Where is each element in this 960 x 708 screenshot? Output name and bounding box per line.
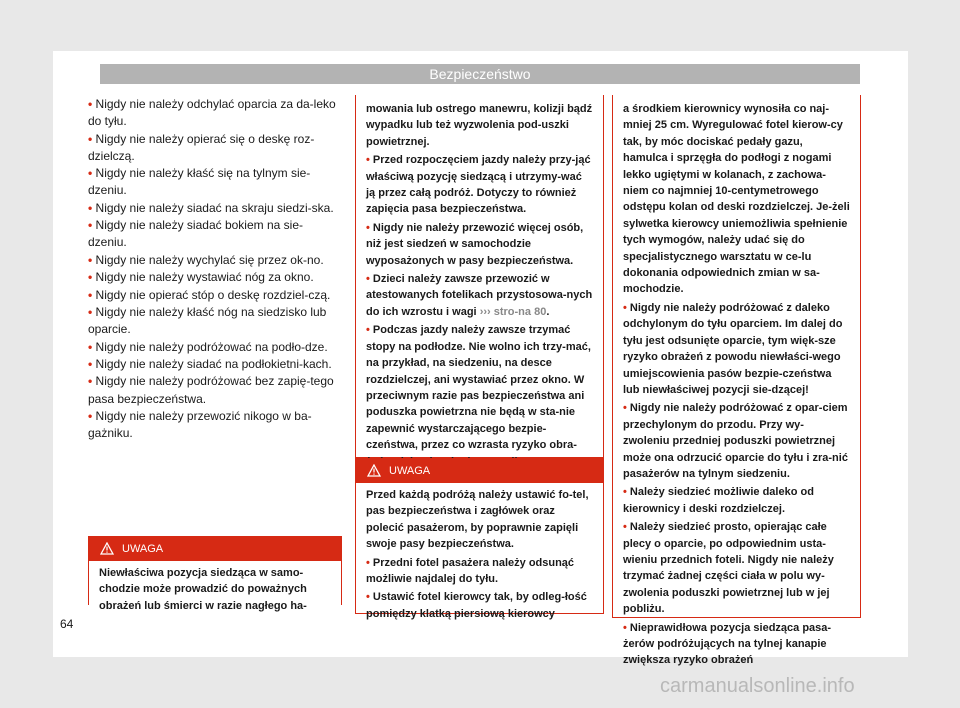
bullet-icon: • bbox=[88, 270, 93, 285]
warning-header bbox=[89, 537, 341, 561]
warning-body bbox=[356, 95, 603, 478]
warning-label: UWAGA bbox=[389, 465, 431, 477]
list-item: • Nigdy nie należy wystawiać nóg za okno. bbox=[88, 270, 314, 285]
bullet-icon: • bbox=[366, 273, 370, 286]
page-number: 64 bbox=[60, 617, 74, 631]
list-item: • Nigdy nie należy podróżować bez zapię-tego pasa bezpieczeństwa. bbox=[88, 374, 334, 406]
bullet-icon: • bbox=[366, 324, 370, 337]
list-item: • Nigdy nie należy opierać się o deskę roz-dzielczą. bbox=[88, 131, 315, 163]
list-item: • Nigdy nie należy podróżować z daleko odchylonym do tyłu oparciem. Im dalej do tyłu jest odsunięte oparcie, tym więk-sze ryzyko obrażeń z powodu niewłaści-wego umiejscowienia pasów bezpie-czeństwa lub niewłaściwej pozycji sie-dzącej! bbox=[623, 301, 843, 396]
bullet-icon: • bbox=[88, 408, 93, 423]
warning-text: Niewłaściwa pozycja siedząca w samo-chodzie może prowadzić do poważnych obrażeń lub śmierci w razie nagłego ha- bbox=[99, 567, 307, 612]
list-item: • Nieprawidłowa pozycja siedząca pasa-żerów podróżujących na tylnej kanapie zwiększa ryzyko obrażeń bbox=[623, 621, 832, 667]
warning-triangle-icon bbox=[367, 464, 381, 477]
bullet-icon: • bbox=[623, 621, 627, 634]
bullet-icon: • bbox=[88, 304, 93, 319]
warning-continuation-box bbox=[355, 95, 604, 458]
list-item: • Nigdy nie należy siadać bokiem na sie-dzeniu. bbox=[88, 218, 303, 250]
warning-text: Przed każdą podróżą należy ustawić fo-tel, pas bezpieczeństwa i zagłówek oraz polecić pasażerom, by poprawnie zapięli swoje pasy bezpieczeństwa. bbox=[366, 489, 589, 551]
warning-continuation-box bbox=[612, 95, 861, 667]
list-item: • Dzieci należy zawsze przewozić w atestowanych fotelikach przystosowa-nych do ich wzrostu i wagi ››› stro-na 80. bbox=[366, 273, 593, 318]
warning-header bbox=[356, 459, 603, 483]
list-item: • Nigdy nie należy siadać na podłokietni-kach. bbox=[88, 356, 332, 371]
bullet-icon: • bbox=[366, 221, 370, 234]
bullet-icon: • bbox=[623, 301, 627, 314]
list-item: • Nigdy nie należy kłaść się na tylnym sie-dzeniu. bbox=[88, 166, 311, 198]
list-item: • Nigdy nie należy przewozić nikogo w ba-gażniku. bbox=[88, 408, 312, 441]
bullet-icon: • bbox=[88, 131, 93, 146]
warning-triangle-icon bbox=[100, 542, 114, 555]
list-item: • Nigdy nie należy siadać na skraju siedzi-ska. bbox=[88, 200, 334, 215]
warning-box bbox=[88, 536, 342, 612]
warning-text: mowania lub ostrego manewru, kolizji bądź wypadku lub też wyzwolenia pod-uszki powietrznej. bbox=[366, 103, 593, 148]
list-item: • Nigdy nie należy odchylać oparcia za da-leko do tyłu. bbox=[88, 97, 336, 129]
bullet-icon: • bbox=[88, 339, 93, 354]
list-item: • Przedni fotel pasażera należy odsunąć możliwie najdalej do tyłu. bbox=[366, 556, 575, 586]
column-left bbox=[88, 96, 340, 443]
bullet-icon: • bbox=[88, 166, 93, 181]
bullet-icon: • bbox=[366, 556, 370, 569]
watermark: carmanualsonline.info bbox=[660, 675, 855, 697]
section-header: Bezpieczeństwo bbox=[100, 64, 860, 84]
page-reference-link[interactable]: ››› stro-na 80 bbox=[479, 305, 547, 318]
warning-box bbox=[355, 458, 604, 620]
bullet-icon: • bbox=[88, 97, 93, 111]
warning-body bbox=[613, 95, 860, 677]
list-item: • Podczas jazdy należy zawsze trzymać stopy na podłodze. Nie wolno ich trzy-mać, na przykład, na siedzeniu, na desce rozdzielczej, ani wystawiać przez okno. W przeciwnym razie pas bezpieczeństwa ani poduszka powietrzna nie będą w sta-nie zapewnić wystarczającego bezpie-czeństwa, przez co wzrasta ryzyko obra- bbox=[366, 324, 591, 452]
list-item: • Należy siedzieć możliwie daleko od kierownicy i deski rozdzielczej. bbox=[623, 486, 814, 515]
list-item: • Nigdy nie opierać stóp o deskę rozdziel-czą. bbox=[88, 287, 331, 302]
warning-body bbox=[356, 483, 603, 630]
list-item: • Nigdy nie należy przewozić więcej osób, niż jest siedzeń w samochodzie wyposażonych w pasy bezpieczeństwa. bbox=[366, 221, 584, 267]
list-item: • Nigdy nie należy podróżować na podło-dze. bbox=[88, 339, 328, 354]
warning-text: a środkiem kierownicy wynosiła co naj-mniej 25 cm. Wyregulować fotel kierow-cy tak, by móc dociskać pedały gazu, hamulca i sprzęgła do podłogi z nogami lekko ugiętymi w kolanach, z zachowa-niem co najmniej 10-centymetrowego odstępu kolan od deski rozdzielczej. Je-żeli sylwetka kierowcy uniemożliwia spełnienie tych wymogów, należy udać się do specjalistycznego warsztatu w ce-lu dokonania odpowiednich zmian w sa-mochodzie. bbox=[623, 103, 850, 296]
list-item: • Przed rozpoczęciem jazdy należy przy-jąć właściwą pozycję siedzącą i utrzymy-wać ją przez całą podróż. Dotyczy to również zapięcia pasa bezpieczeństwa. bbox=[366, 154, 591, 216]
warning-body bbox=[89, 561, 341, 622]
bullet-icon: • bbox=[88, 200, 93, 215]
list-item: • Należy siedzieć prosto, opierając całe plecy o oparcie, po odpowiednim usta-wieniu przednich foteli. Nigdy nie należy trzymać żadnej części ciała w polu wy-zwolenia poduszki powietrznej lub w jej pobliżu. bbox=[623, 521, 834, 616]
bullet-icon: • bbox=[88, 374, 93, 389]
list-item: • Nigdy nie należy wychylać się przez ok-no. bbox=[88, 252, 324, 267]
bullet-icon: • bbox=[88, 287, 93, 302]
bullet-icon: • bbox=[366, 154, 370, 167]
bullet-icon: • bbox=[88, 356, 93, 371]
bullet-icon: • bbox=[88, 252, 93, 267]
warning-label: UWAGA bbox=[122, 543, 164, 555]
list-item: • Ustawić fotel kierowcy tak, by odleg-łość pomiędzy klatką piersiową kierowcy bbox=[366, 591, 587, 620]
list-item: • Nigdy nie należy kłaść nóg na siedzisko lub oparcie. bbox=[88, 304, 327, 337]
bullet-icon: • bbox=[88, 218, 93, 233]
bullet-icon: • bbox=[366, 591, 370, 604]
bullet-icon: • bbox=[623, 521, 627, 534]
bullet-icon: • bbox=[623, 486, 627, 499]
bullet-icon: • bbox=[623, 402, 627, 415]
list-item: • Nigdy nie należy podróżować z opar-ciem przechylonym do przodu. Przy wy-zwoleniu przedniej poduszki powietrznej może ona odrzucić oparcie do tyłu i zra-nić pasażerów na tylnym siedzeniu. bbox=[623, 402, 848, 480]
